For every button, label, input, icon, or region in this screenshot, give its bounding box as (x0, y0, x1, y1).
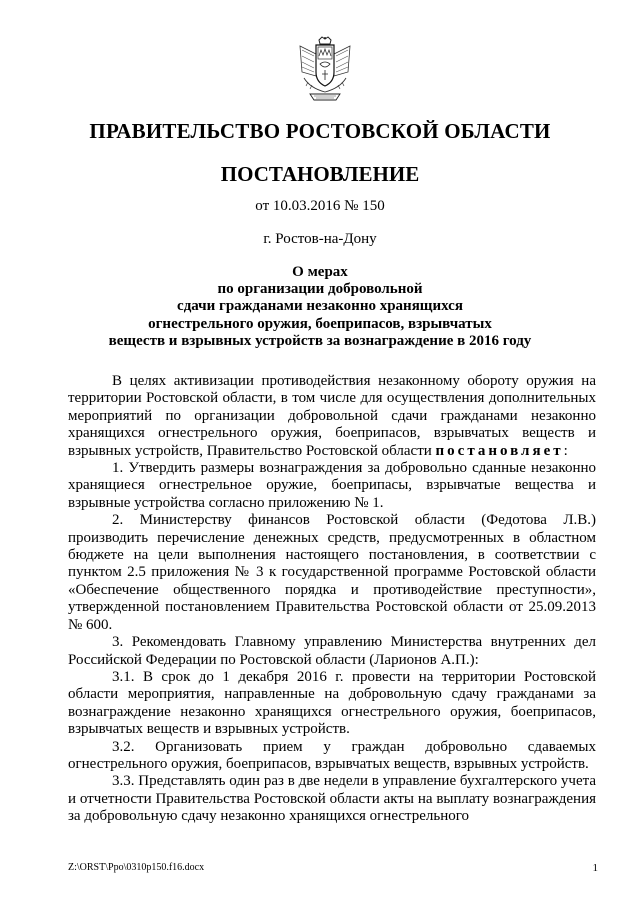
preamble-paragraph (68, 373, 596, 460)
item-paragraph: 3.1. В срок до 1 декабря 2016 г. провести на территории Ростовской области мероприятия, направленные на добровольную сдачу гражданами за вознаграждение незаконно хранящихся огнестрельного оружия, боеприпасов, взрывчатых веществ и взрывных устройств. (68, 668, 596, 738)
document-type: ПОСТАНОВЛЕНИЕ (220, 162, 420, 186)
document-date-number: от 10.03.2016 № 150 (255, 198, 385, 214)
item-paragraph: 3.3. Представлять один раз в две недели в управление бухгалтерского учета и отчетности Правительства Ростовской области акты на выплату вознаграждения за добровольную сдачу незаконно хранящихся огнестрельного (68, 773, 596, 825)
item-paragraph: 3.2. Организовать прием у граждан добровольно сдаваемых огнестрельного оружия, боеприпасов, взрывчатых веществ, взрывных устройств. (68, 738, 596, 772)
item-paragraph: 3. Рекомендовать Главному управлению Министерства внутренних дел Российской Федерации по Ростовской области (Ларионов А.П.): (68, 634, 596, 668)
preamble-text: В целях активизации противодействия незаконному обороту оружия на территории Ростовской области, в том числе для осуществления дополнительных мероприятий по организации добровольной сдачи гражданами незаконно хранящихся огнестрельного оружия, боеприпасов, взрывчатых веществ и взрывных устройств, Правительство Ростовской области (68, 373, 596, 459)
document-subject (0, 264, 640, 350)
document-city: г. Ростов-на-Дону (263, 231, 377, 247)
subject-line: сдачи гражданами незаконно хранящихся (177, 298, 463, 315)
subject-line: веществ и взрывных устройств за вознаграждение в 2016 году (108, 332, 532, 349)
item-paragraph: 2. Министерству финансов Ростовской области (Федотова Л.В.) производить перечисление денежных средств, предусмотренных в областном бюджете на цели выполнения настоящего постановления, в соответствии с пунктом 2.5 приложения № 3 к государственной программе Ростовской области «Обеспечение общественного порядка и противодействие преступности», утвержденной постановлением Правительства Ростовской области от 25.09.2013 № 600. (68, 512, 596, 633)
coat-of-arms-icon (296, 36, 354, 102)
document-body (68, 373, 596, 826)
footer-file-path: Z:\ORST\Ppo\0310p150.f16.docx (68, 862, 205, 873)
subject-line: огнестрельного оружия, боеприпасов, взрывчатых (148, 315, 492, 332)
resolves-colon: : (563, 442, 568, 459)
resolves-word: постановляет (435, 442, 564, 459)
subject-line: по организации добровольной (217, 281, 423, 298)
item-paragraph: 1. Утвердить размеры вознаграждения за добровольно сданные незаконно хранящиеся огнестрельное оружие, боеприпасы, взрывчатые вещества и взрывные устройства согласно приложению № 1. (68, 460, 596, 511)
subject-line: О мерах (292, 264, 348, 280)
organization-title: ПРАВИТЕЛЬСТВО РОСТОВСКОЙ ОБЛАСТИ (89, 119, 551, 143)
footer-page-number: 1 (592, 862, 598, 874)
